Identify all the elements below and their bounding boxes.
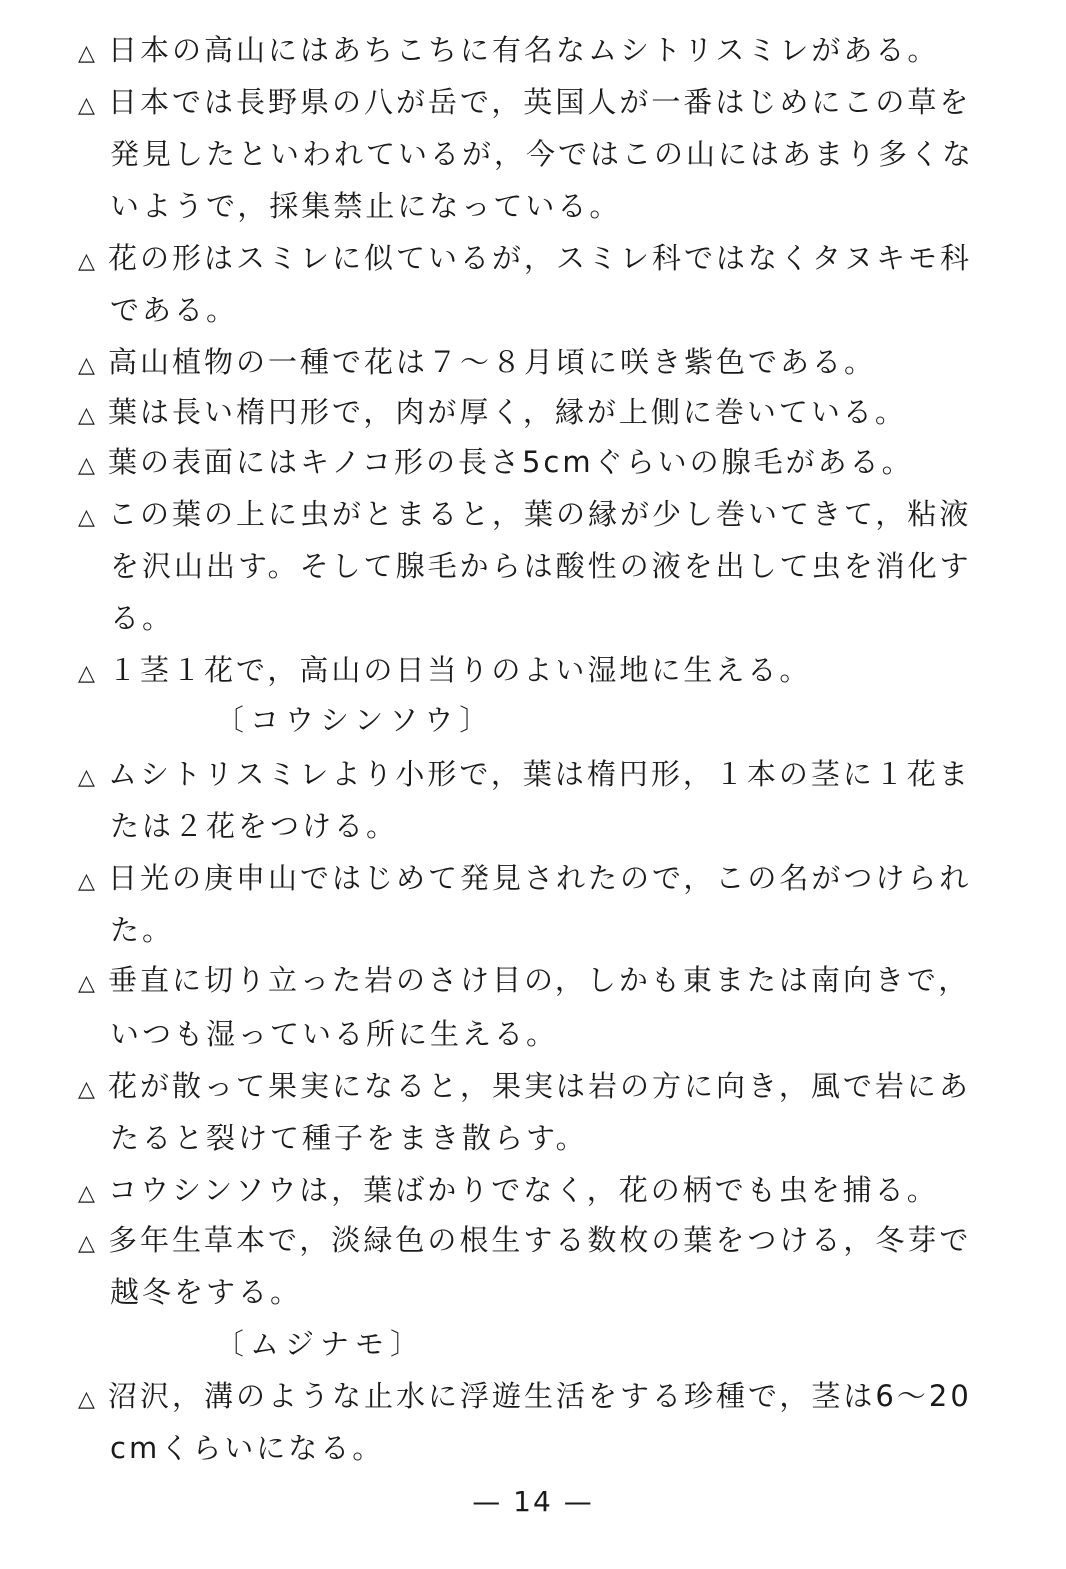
text-line (78, 30, 1066, 74)
line-text: 〔コウシンソウ〕 (215, 703, 495, 737)
text-line (110, 290, 1066, 330)
section-heading (215, 700, 1066, 740)
triangle-bullet-icon: △ (78, 1231, 98, 1256)
text-line (110, 1428, 1066, 1468)
text-line (78, 238, 1066, 282)
line-text: いようで，採集禁止になっている。 (110, 189, 622, 223)
triangle-bullet-icon: △ (78, 505, 98, 530)
text-line (110, 134, 1066, 174)
triangle-bullet-icon: △ (78, 1387, 98, 1412)
text-line (78, 82, 1066, 126)
line-text: る。 (110, 601, 175, 635)
triangle-bullet-icon: △ (78, 249, 98, 274)
line-text: を沢山出す。そして腺毛からは酸性の液を出して虫を消化す (110, 549, 972, 583)
text-line (78, 1066, 1066, 1110)
triangle-bullet-icon: △ (78, 661, 98, 686)
line-text: cmくらいになる。 (110, 1431, 385, 1465)
triangle-bullet-icon: △ (78, 353, 98, 378)
text-line (110, 546, 1066, 586)
text-line (78, 1376, 1066, 1420)
line-text: 葉は長い楕円形で，肉が厚く，縁が上側に巻いている。 (108, 395, 907, 429)
triangle-bullet-icon: △ (78, 765, 98, 790)
line-text: 花の形はスミレに似ているが，スミレ科ではなくタヌキモ科 (108, 241, 973, 275)
text-line (110, 1014, 1066, 1054)
line-text: ムシトリスミレより小形で，葉は楕円形，１本の茎に１花ま (108, 757, 971, 791)
line-text: た。 (110, 913, 175, 947)
triangle-bullet-icon: △ (78, 1181, 98, 1206)
text-line (78, 342, 1066, 386)
text-line (78, 494, 1066, 538)
line-text: 高山植物の一種で花は７～８月頃に咲き紫色である。 (108, 345, 877, 379)
text-line (78, 442, 1066, 486)
line-text: 花が散って果実になると，果実は岩の方に向き，風で岩にあ (108, 1069, 971, 1103)
line-text: 〔ムジナモ〕 (215, 1327, 426, 1361)
triangle-bullet-icon: △ (78, 403, 98, 428)
text-line (110, 186, 1066, 226)
line-text: 沼沢，溝のような止水に浮遊生活をする珍種で，茎は6～20 (108, 1379, 972, 1413)
line-text: この葉の上に虫がとまると，葉の縁が少し巻いてきて，粘液 (108, 497, 972, 531)
triangle-bullet-icon: △ (78, 453, 98, 478)
triangle-bullet-icon: △ (78, 869, 98, 894)
text-line (78, 858, 1066, 902)
line-text: 葉の表面にはキノコ形の長さ5cmぐらいの腺毛がある。 (108, 445, 914, 479)
line-text: １茎１花で，高山の日当りのよい湿地に生える。 (108, 653, 812, 687)
section-heading (215, 1324, 1066, 1364)
text-line (78, 960, 1066, 1004)
line-text: いつも湿っている所に生える。 (110, 1017, 559, 1051)
triangle-bullet-icon: △ (78, 971, 98, 996)
line-text: である。 (110, 293, 239, 327)
text-line (110, 910, 1066, 950)
text-line (78, 754, 1066, 798)
triangle-bullet-icon: △ (78, 1077, 98, 1102)
text-line (110, 806, 1066, 846)
text-line (110, 1118, 1066, 1158)
text-line (78, 392, 1066, 436)
line-text: 日本では長野県の八が岳で，英国人が一番はじめにこの草を (108, 85, 972, 119)
line-text: たは２花をつける。 (110, 809, 399, 843)
line-text: たると裂けて種子をまき散らす。 (110, 1121, 588, 1155)
line-text: 多年生草本で，淡緑色の根生する数枚の葉をつける，冬芽で (108, 1223, 972, 1257)
text-line (110, 598, 1066, 638)
text-line (78, 650, 1066, 694)
text-line (78, 1220, 1066, 1264)
line-text: 日光の庚申山ではじめて発見されたので，この名がつけられ (108, 861, 972, 895)
line-text: 日本の高山にはあちこちに有名なムシトリスミレがある。 (108, 33, 940, 67)
triangle-bullet-icon: △ (78, 93, 98, 118)
line-text: コウシンソウは，葉ばかりでなく，花の柄でも虫を捕る。 (108, 1173, 939, 1207)
page-number: — 14 — (472, 1485, 594, 1518)
line-text: 発見したといわれているが，今ではこの山にはあまり多くな (110, 137, 975, 171)
text-line (78, 1170, 1066, 1214)
line-text: 越冬をする。 (110, 1275, 303, 1309)
line-text: 垂直に切り立った岩のさけ目の，しかも東または南向きで， (108, 963, 971, 997)
text-line (110, 1272, 1066, 1312)
triangle-bullet-icon: △ (78, 41, 98, 66)
